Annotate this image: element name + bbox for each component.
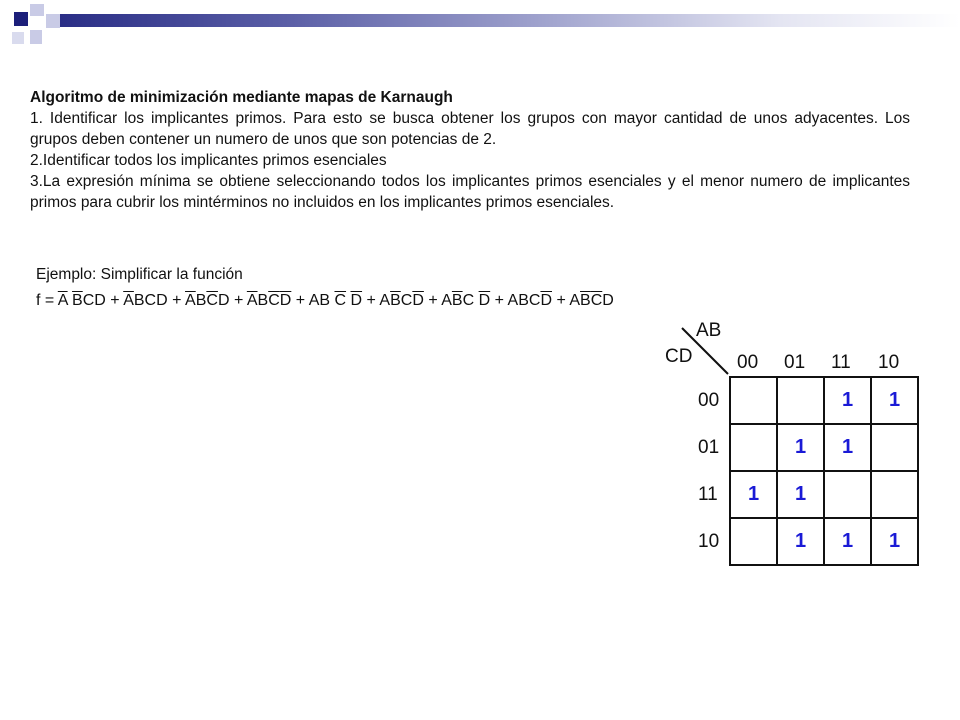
formula-plus: +: [167, 292, 186, 309]
kmap-row: [730, 518, 918, 565]
formula-variable: $\overline{C}$: [268, 292, 280, 309]
kmap-cell: 1: [777, 518, 824, 565]
slide-decoration-square: [12, 32, 24, 44]
formula-variable: D: [94, 292, 106, 309]
example-label: Ejemplo: Simplificar la función: [36, 266, 243, 283]
formula-plus: +: [490, 292, 508, 309]
formula-variable: $\overline{D}$: [478, 292, 491, 309]
formula-variable: $\overline{A}$: [123, 292, 134, 309]
formula-variable: C: [400, 292, 413, 309]
kmap-row-header: 10: [698, 531, 720, 552]
formula-variable: B: [319, 292, 331, 309]
kmap-cd-label: CD: [665, 346, 693, 367]
formula-variable: A: [441, 292, 452, 309]
formula-term: [508, 292, 552, 309]
formula-plus: +: [229, 292, 247, 309]
formula-plus: +: [552, 292, 570, 309]
step-1: 1. Identificar los implicantes primos. Para esto se busca obtener los grupos con mayor cantidad de unos adyacentes. Los grupos deben contener un numero de unos que son potencias de 2.: [30, 110, 910, 148]
kmap-col-header: 11: [831, 352, 851, 373]
kmap-cell: [824, 471, 871, 518]
kmap-ab-label: AB: [696, 320, 722, 341]
formula-variable: $\overline{D}$: [279, 292, 292, 309]
kmap-cell: 1: [824, 518, 871, 565]
step-3: 3.La expresión mínima se obtiene seleccionando todos los implicantes primos esenciales y el menor numero de implicantes primos para cubrir los mintérminos no incluidos en los implicantes primos esenciales.: [30, 173, 910, 211]
slide-decoration-square: [30, 30, 42, 44]
formula-variable: A: [308, 292, 320, 309]
formula-plus: +: [291, 292, 309, 309]
kmap-row-header: 11: [698, 484, 718, 505]
slide-decoration-square: [46, 14, 60, 28]
formula-variable: $\overline{D}$: [412, 292, 424, 309]
formula-variable: $\overline{C}$: [590, 292, 603, 309]
formula-plus: +: [423, 292, 442, 309]
kmap-col-header: 00: [737, 352, 759, 373]
formula-term: [185, 292, 229, 309]
formula-variable: C: [528, 292, 541, 309]
formula-variable: A: [507, 292, 519, 309]
formula-term: [123, 292, 167, 309]
formula-variable: B: [195, 292, 207, 309]
formula-variable: B: [257, 292, 269, 309]
kmap-cell: 1: [824, 424, 871, 471]
formula-variable: A: [569, 292, 581, 309]
formula-term: [379, 292, 423, 309]
formula-variable: D: [217, 292, 230, 309]
formula-variable: $\overline{B}$: [451, 292, 463, 309]
formula-variable: B: [518, 292, 529, 309]
formula-plus: +: [105, 292, 124, 309]
kmap-grid: [729, 376, 919, 566]
kmap-cell: [871, 471, 918, 518]
formula-variable: $\overline{B}$: [390, 292, 401, 309]
formula-variable: B: [133, 292, 145, 309]
formula-terms: [58, 292, 614, 309]
kmap-cell: 1: [871, 377, 918, 424]
formula-variable: C: [82, 292, 95, 309]
formula-variable: $\overline{C}$: [334, 292, 347, 309]
kmap-cell: [730, 424, 777, 471]
boolean-function: [36, 291, 614, 311]
formula-variable: $\overline{B}$: [580, 292, 591, 309]
formula-term: [441, 292, 490, 309]
formula-variable: A: [379, 292, 391, 309]
kmap-cell: 1: [777, 471, 824, 518]
formula-variable: $\overline{D}$: [350, 292, 363, 309]
formula-term: [58, 292, 106, 309]
formula-variable: D: [156, 292, 168, 309]
kmap-row-header: 00: [698, 390, 720, 411]
formula-variable: $\overline{C}$: [206, 292, 218, 309]
karnaugh-map: [660, 318, 920, 568]
formula-variable: $\overline{A}$: [185, 292, 196, 309]
kmap-cell: 1: [824, 377, 871, 424]
slide-title: Algoritmo de minimización mediante mapas de Karnaugh: [30, 89, 453, 106]
kmap-row: [730, 471, 918, 518]
formula-variable: $\overline{D}$: [540, 292, 552, 309]
formula-variable: C: [462, 292, 475, 309]
kmap-cell: [730, 518, 777, 565]
kmap-cell: [730, 377, 777, 424]
slide-decoration-square: [30, 4, 44, 16]
step-2: 2.Identificar todos los implicantes primos esenciales: [30, 152, 387, 169]
formula-variable: $\overline{A}$: [57, 292, 68, 309]
kmap-row: [730, 377, 918, 424]
slide-decoration-square: [14, 12, 28, 26]
kmap-cell: [871, 424, 918, 471]
kmap-row-header: 01: [698, 437, 720, 458]
kmap-cell: 1: [777, 424, 824, 471]
slide-content: [30, 88, 910, 213]
formula-plus: +: [362, 292, 380, 309]
formula-lhs: f =: [36, 292, 58, 309]
formula-variable: C: [144, 292, 157, 309]
formula-variable: D: [602, 292, 614, 309]
kmap-cell: [777, 377, 824, 424]
kmap-col-header: 01: [784, 352, 806, 373]
slide-header-bar: [60, 14, 960, 27]
kmap-cell: 1: [730, 471, 777, 518]
kmap-cell: 1: [871, 518, 918, 565]
formula-term: [247, 292, 291, 309]
formula-term: [309, 292, 362, 309]
kmap-row: [730, 424, 918, 471]
formula-variable: $\overline{B}$: [72, 292, 83, 309]
formula-term: [569, 292, 613, 309]
kmap-col-header: 10: [878, 352, 900, 373]
formula-variable: $\overline{A}$: [246, 292, 258, 309]
